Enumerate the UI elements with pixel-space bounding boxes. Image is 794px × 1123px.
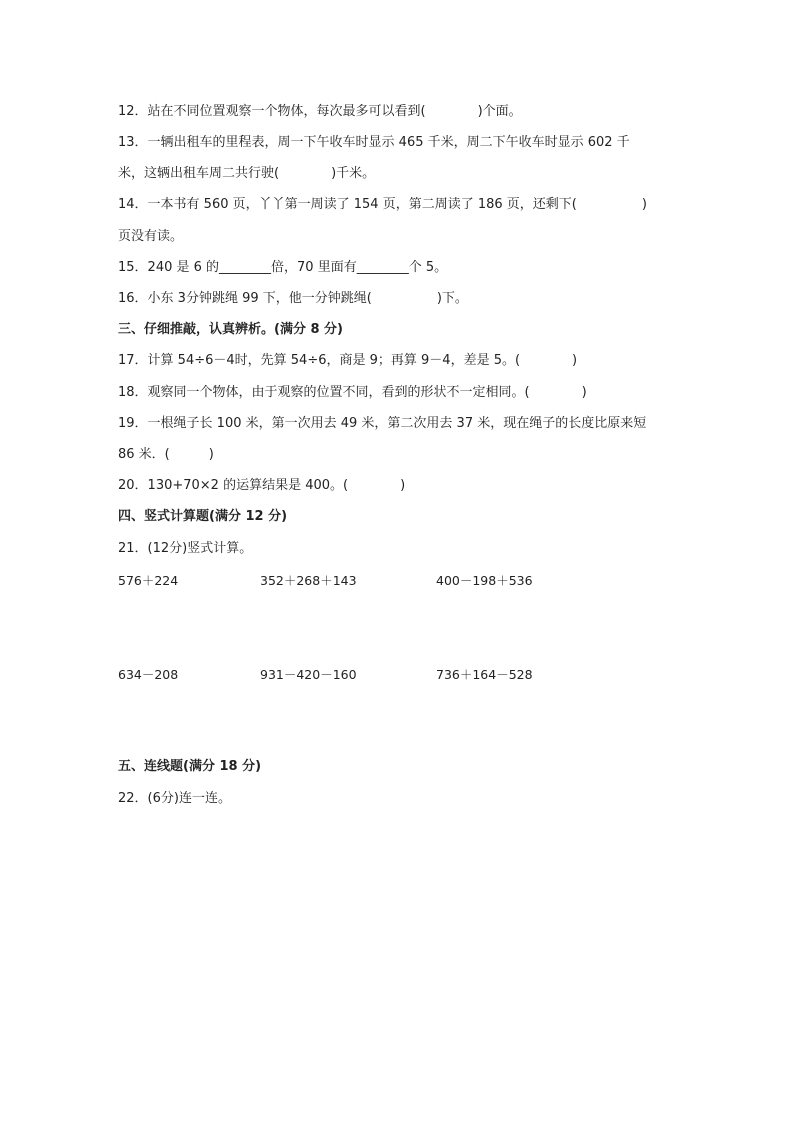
question-20: 20．130+70×2 的运算结果是 400。( ) (118, 478, 406, 493)
question-13-line-2: 米，这辆出租车周二共行驶( )千米。 (118, 166, 376, 181)
calc-item-4: 634－208 (118, 667, 179, 682)
question-21: 21．(12分)竖式计算。 (118, 541, 253, 556)
section-3-heading: 三、仔细推敲，认真辨析。(满分 8 分) (118, 322, 343, 337)
question-15: 15．240 是 6 的________倍，70 里面有________个 5。 (118, 260, 448, 275)
calc-item-2: 352＋268＋143 (260, 573, 357, 588)
question-14-line-2: 页没有读。 (118, 229, 184, 244)
question-18: 18．观察同一个物体，由于观察的位置不同，看到的形状不一定相同。( ) (118, 385, 587, 400)
question-19-line-2: 86 米．( ) (118, 447, 214, 462)
question-12: 12．站在不同位置观察一个物体，每次最多可以看到( )个面。 (118, 104, 522, 119)
question-19-line-1: 19．一根绳子长 100 米，第一次用去 49 米，第二次用去 37 米，现在绳子的长度比原来短 (118, 416, 647, 431)
section-4-heading: 四、竖式计算题(满分 12 分) (118, 509, 288, 524)
calc-item-6: 736＋164－528 (436, 667, 533, 682)
question-14-line-1: 14．一本书有 560 页，丫丫第一周读了 154 页，第二周读了 186 页，还剩下( ) (118, 197, 647, 212)
calc-item-5: 931－420－160 (260, 667, 357, 682)
question-13-line-1: 13．一辆出租车的里程表，周一下午收车时显示 465 千米，周二下午收车时显示 602 千 (118, 135, 630, 150)
calc-item-3: 400－198＋536 (436, 573, 533, 588)
question-22: 22．(6分)连一连。 (118, 791, 231, 806)
question-17: 17．计算 54÷6－4时，先算 54÷6，商是 9；再算 9－4，差是 5。( ) (118, 353, 578, 368)
calc-item-1: 576＋224 (118, 573, 179, 588)
section-5-heading: 五、连线题(满分 18 分) (118, 759, 262, 774)
question-16: 16．小东 3分钟跳绳 99 下，他一分钟跳绳( )下。 (118, 291, 468, 306)
